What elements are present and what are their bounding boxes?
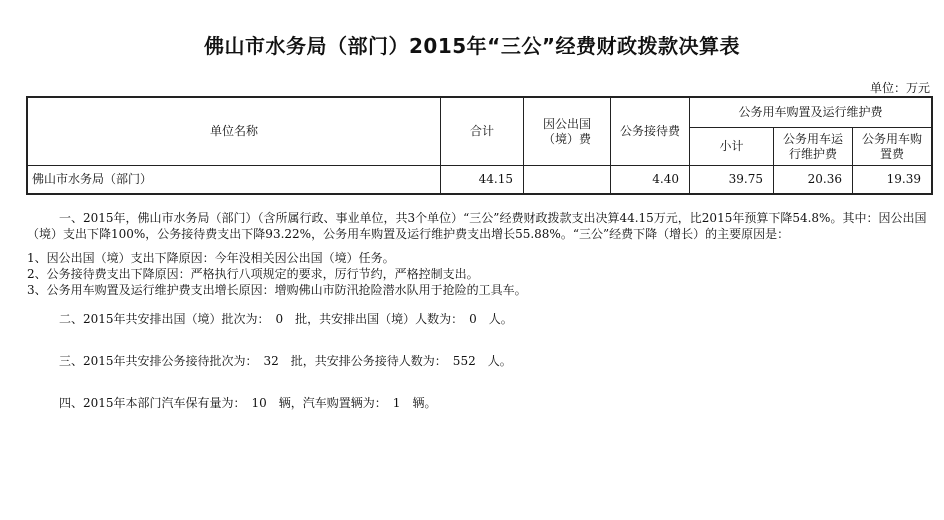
cell-reception: 4.40 [611, 166, 690, 194]
header-total: 合计 [441, 98, 524, 166]
note-reason-2: 2、公务接待费支出下降原因：严格执行八项规定的要求，厉行节约，严格控制支出。 [27, 267, 479, 281]
explanatory-notes [27, 210, 931, 411]
note-reason-1: 1、因公出国（境）支出下降原因：今年没相关因公出国（境）任务。 [27, 251, 395, 265]
header-vehicle-operation: 公务用车运行维护费 [774, 128, 853, 166]
cell-vehicle-purchase: 19.39 [853, 166, 932, 194]
unit-label: 单位：万元 [869, 81, 930, 95]
note-paragraph-1: 一、2015年，佛山市水务局（部门）（含所属行政、事业单位，共3个单位）“三公”经费财政拨款支出决算44.15万元，比2015年预算下降54.8%。其中：因公出国（境）支出下降100%，公务接待费支出下降93.22%，公务用车购置及运行维护费支出增长55.88%。“三公”经费下降（增长）的主要原因是： [27, 211, 927, 241]
header-reception: 公务接待费 [611, 98, 690, 166]
note-paragraph-4: 四、2015年本部门汽车保有量为： 10 辆，汽车购置辆为： 1 辆。 [59, 396, 437, 410]
header-vehicle-purchase: 公务用车购置费 [853, 128, 932, 166]
note-reason-3: 3、公务用车购置及运行维护费支出增长原因：增购佛山市防汛抢险潜水队用于抢险的工具车。 [27, 283, 527, 297]
page-title: 佛山市水务局（部门）2015年“三公”经费财政拨款决算表 [204, 34, 740, 58]
cell-subtotal: 39.75 [690, 166, 774, 194]
note-paragraph-2: 二、2015年共安排出国（境）批次为： 0 批，共安排出国（境）人数为： 0 人。 [59, 312, 513, 326]
cell-unit-name: 佛山市水务局（部门） [28, 166, 441, 194]
header-subtotal: 小计 [690, 128, 774, 166]
note-paragraph-3: 三、2015年共安排公务接待批次为： 32 批，共安排公务接待人数为： 552 人。 [59, 354, 512, 368]
cell-total: 44.15 [441, 166, 524, 194]
cell-abroad [524, 166, 611, 194]
table-row [28, 166, 932, 194]
header-vehicle-group: 公务用车购置及运行维护费 [690, 98, 932, 128]
header-unit-name: 单位名称 [28, 98, 441, 166]
cell-vehicle-operation: 20.36 [774, 166, 853, 194]
header-row-1 [28, 98, 932, 128]
budget-table [27, 97, 932, 194]
header-abroad: 因公出国（境）费 [524, 98, 611, 166]
